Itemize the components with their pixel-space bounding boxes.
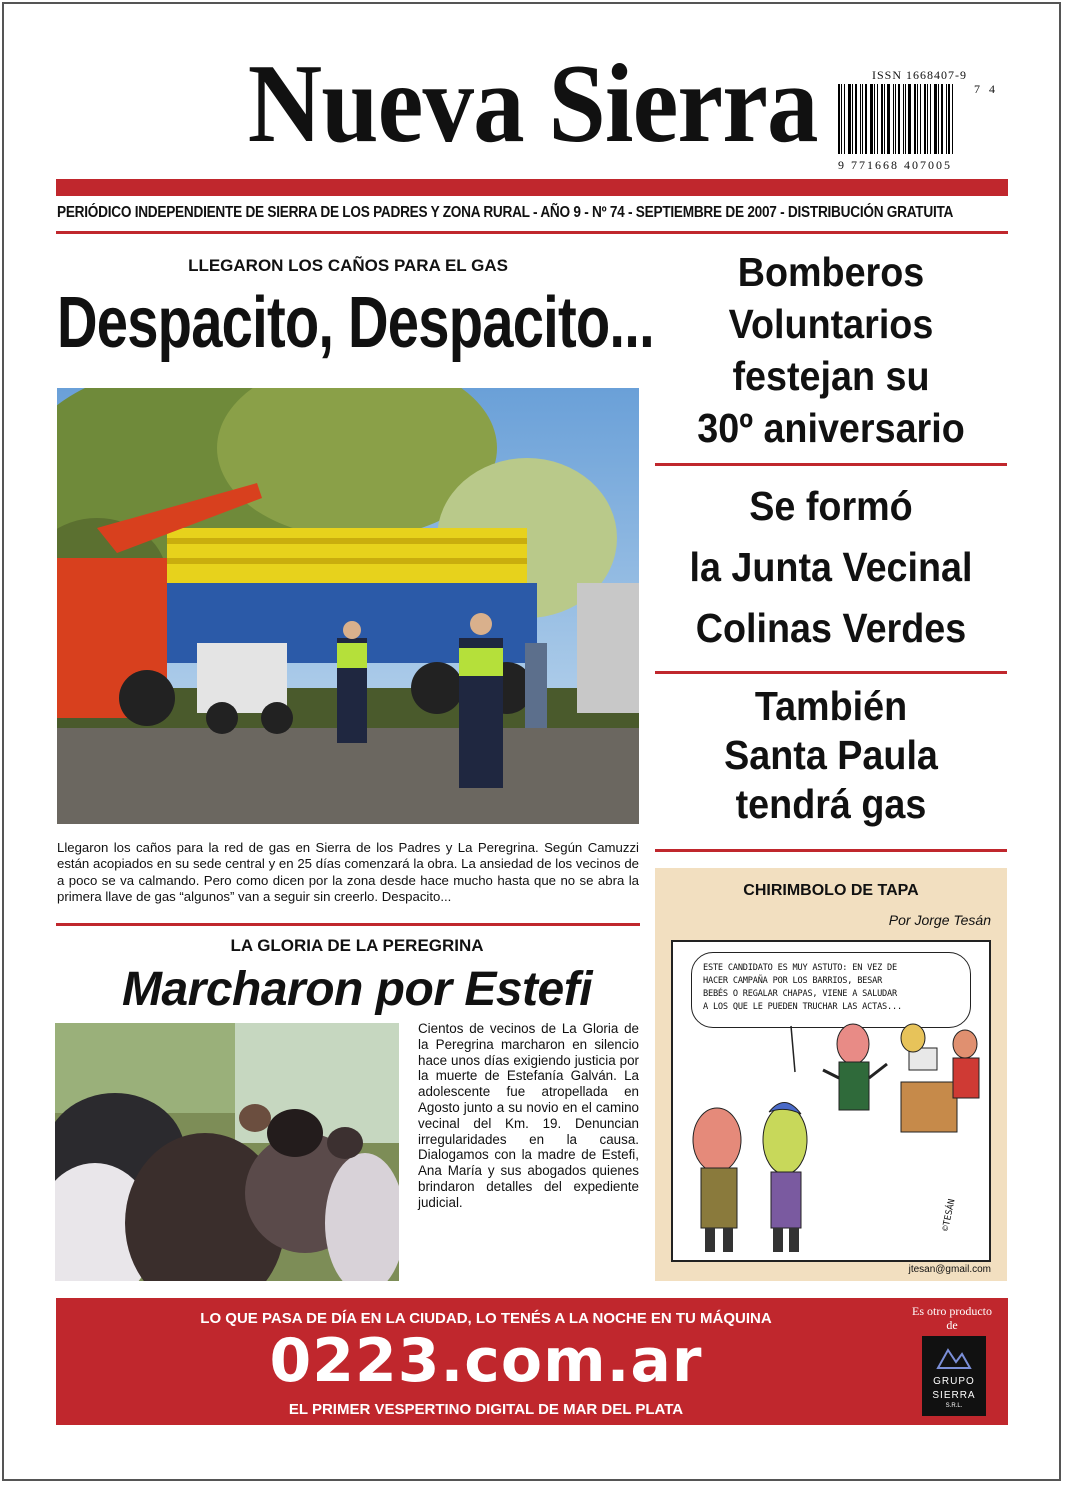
barcode-bar: [908, 84, 911, 154]
speech-line: A LOS QUE LE PUEDEN TRUCHAR LAS ACTAS...: [703, 1002, 902, 1012]
barcode-bar: [924, 84, 926, 154]
headline-line: festejan su: [732, 353, 930, 399]
barcode-bar: [887, 84, 890, 154]
logo-text-srl: S.R.L.: [945, 1403, 963, 1409]
cartoonist-email: jtesan@gmail.com: [908, 1264, 991, 1275]
lead-headline: Despacito, Despacito...: [57, 283, 654, 363]
barcode-bar: [948, 84, 950, 154]
barcode-bar: [860, 84, 861, 154]
ad-url[interactable]: 0223.com.ar: [269, 1326, 703, 1396]
issn-number: ISSN 1668407-9: [872, 68, 968, 82]
cartoon-author: Por Jorge Tesán: [888, 912, 991, 928]
barcode-bar: [848, 84, 851, 154]
ad-banner[interactable]: [56, 1298, 1008, 1425]
barcode-bar: [895, 84, 896, 154]
barcode-bar: [903, 84, 904, 154]
barcode-bar: [852, 84, 853, 154]
side-rule: [655, 671, 1007, 674]
side-headline-junta-vecinal: [669, 476, 993, 659]
side-rule: [655, 463, 1007, 466]
barcode-bar: [877, 84, 878, 154]
speech-line: ESTE CANDIDATO ES MUY ASTUTO: EN VEZ DE: [703, 963, 897, 973]
barcode-bar: [841, 84, 842, 154]
barcode-bar: [938, 84, 939, 154]
barcode-addon: 7 4: [974, 82, 998, 96]
masthead-rule: [56, 231, 1008, 234]
masthead-red-band: [56, 179, 1008, 196]
second-kicker: LA GLORIA DE LA PEREGRINA: [230, 936, 484, 955]
barcode-bar: [874, 84, 875, 154]
barcode-bar: [914, 84, 916, 154]
ad-tagline-bottom: EL PRIMER VESPERTINO DIGITAL DE MAR DEL PLATA: [288, 1401, 684, 1418]
barcode-bars: [838, 84, 998, 154]
speech-line: HACER CAMPAÑA POR LOS BARRIOS, BESAR: [703, 976, 883, 986]
ad-tagline-top: LO QUE PASA DE DÍA EN LA CIUDAD, LO TENÉS A LA NOCHE EN TU MÁQUINA: [200, 1310, 772, 1327]
barcode-bar: [930, 84, 931, 154]
gas-pipes-photo: [57, 388, 639, 824]
logo-text-top: GRUPO: [933, 1376, 975, 1387]
barcode-bar: [884, 84, 885, 154]
section-rule: [56, 923, 640, 926]
cartoon-title: CHIRIMBOLO DE TAPA: [743, 882, 919, 899]
headline-line: la Junta Vecinal: [689, 544, 973, 590]
newspaper-title: Nueva Sierra: [247, 42, 818, 166]
side-headline-bomberos: [669, 246, 993, 454]
headline-line: También: [754, 683, 908, 729]
barcode-bar: [870, 84, 873, 154]
headline-line: Se formó: [749, 483, 913, 529]
cartoon-panel: [655, 868, 1007, 1281]
lead-kicker: LLEGARON LOS CAÑOS PARA EL GAS: [188, 256, 508, 275]
barcode-bar: [941, 84, 943, 154]
second-headline: Marcharon por Estefi: [121, 963, 593, 1016]
barcode: [838, 68, 998, 180]
barcode-bar: [905, 84, 906, 154]
side-headline-santa-paula: [669, 682, 993, 829]
barcode-number: 9 771668 407005: [838, 158, 952, 172]
headline-line: 30º aniversario: [697, 405, 965, 451]
march-photo: [55, 1023, 399, 1281]
barcode-bar: [838, 84, 840, 154]
barcode-bar: [844, 84, 845, 154]
ad-product-note: Es otro producto de: [912, 1304, 992, 1332]
logo-text-bottom: SIERRA: [932, 1390, 976, 1401]
barcode-bar: [898, 84, 900, 154]
headline-line: Voluntarios: [728, 301, 934, 347]
headline-line: Colinas Verdes: [695, 605, 967, 651]
cartoon-signature: ©TESÁN: [941, 1198, 958, 1233]
barcode-bar: [862, 84, 863, 154]
edition-line: PERIÓDICO INDEPENDIENTE DE SIERRA DE LOS PADRES Y ZONA RURAL - AÑO 9 - Nº 74 - SEPTIEMBRE DE 2007 - DISTRIBUCIÓN GRATUITA: [57, 204, 954, 221]
barcode-bar: [927, 84, 928, 154]
headline-line: tendrá gas: [735, 781, 927, 827]
cartoon-frame: [671, 940, 991, 1262]
headline-line: Santa Paula: [724, 732, 938, 778]
speech-text: [703, 962, 965, 1014]
barcode-bar: [917, 84, 918, 154]
headline-line: Bomberos: [737, 249, 925, 295]
second-body-text: Cientos de vecinos de La Gloria de la Peregrina marcharon en silencio hace unos días exigiendo justicia por la muerte de Estefanía Galván. La adolescente fue atropellada en Agosto junto a su novio en el camino vecinal del Km. 19. Denuncian irregularidades en la causa. Dialogamos con la madre de Estefi, Ana María y sus abogados quienes brindaron detalles del expediente judicial.: [418, 1021, 639, 1210]
barcode-bar: [893, 84, 894, 154]
side-rule: [655, 849, 1007, 852]
logo-mountain-icon: [936, 1344, 972, 1370]
barcode-bar: [920, 84, 921, 154]
lead-caption: Llegaron los caños para la red de gas en Sierra de los Padres y La Peregrina. Según Camuzzi están acopiados en su sede central y en 25 días comenzará la obra. La ansiedad de los vecinos de a poco se va calmando. Pero como dicen por la zona desde hace mucho hasta que no se abra la primera llave de gas “algunos” van a seguir sin creerlo. Despacito...: [57, 840, 639, 905]
barcode-bar: [934, 84, 937, 154]
barcode-bar: [946, 84, 947, 154]
grupo-sierra-logo: [922, 1336, 986, 1416]
barcode-bar: [952, 84, 953, 154]
speech-line: BEBÉS O REGALAR CHAPAS, VIENE A SALUDAR: [703, 989, 897, 999]
barcode-bar: [881, 84, 883, 154]
barcode-bar: [865, 84, 867, 154]
barcode-bar: [855, 84, 857, 154]
